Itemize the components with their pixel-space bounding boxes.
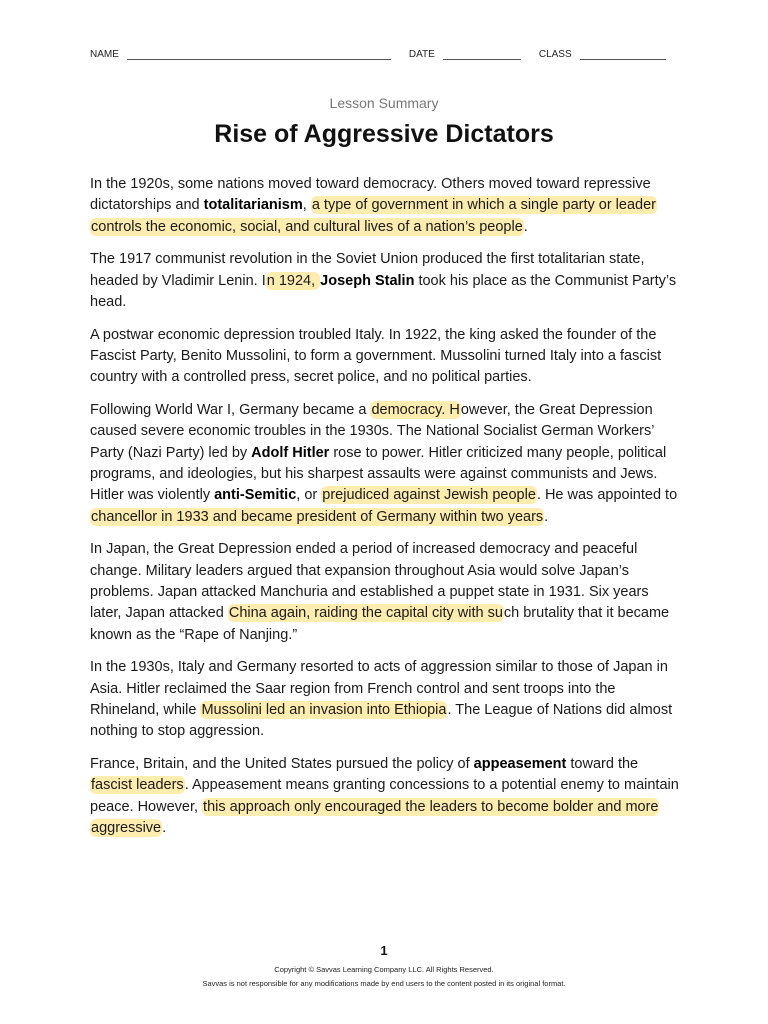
text-run: toward the (566, 756, 639, 773)
page-number: 1 (380, 943, 388, 958)
bold-term: Adolf Hitler (251, 444, 330, 461)
disclaimer-notice: Savvas is not responsible for any modifications made by end users to the content posted in its original format. (202, 979, 566, 988)
text-run: ch brutality that it became known as the “Rape of Nanjing.” (90, 605, 670, 643)
text-run: . (544, 508, 549, 525)
lesson-summary-subtitle: Lesson Summary (329, 95, 439, 111)
paragraph-6 (90, 657, 680, 742)
paragraph-3 (90, 325, 680, 389)
highlighted-text: fascist leaders (91, 777, 184, 794)
copyright-notice: Copyright © Savvas Learning Company LLC. All Rights Reserved. (274, 965, 494, 974)
text-run: . (162, 820, 167, 837)
text-run: A postwar economic depression troubled Italy. In 1922, the king asked the founder of the Fascist Party, Benito Mussolini, to form a government. Mussolini turned Italy into a fascist country with a controlled press, secret police, and no political parties. (90, 326, 662, 386)
text-run: In Japan, the Great Depression ended a period of increased democracy and peaceful change. Military leaders argued that expansion throughout Asia would solve Japan’s problems. Japan attacked Manchuria and established a puppet state in 1931. Six years later, Japan attacked (90, 541, 649, 622)
text-run: . He was appointed to (536, 487, 678, 504)
bold-term: appeasement (473, 756, 567, 773)
highlighted-text: prejudiced against Jewish people (322, 487, 536, 504)
highlighted-text: this approach only encouraged the leaders to become bolder and more aggressive (91, 798, 659, 837)
bold-term: Joseph Stalin (320, 272, 415, 289)
text-run: . (523, 218, 528, 235)
date-label: DATE (408, 49, 435, 60)
highlighted-text: Mussolini led an invasion into Ethiopia (201, 702, 447, 719)
name-blank-line[interactable] (127, 48, 391, 60)
page-title: Rise of Aggressive Dictators (214, 120, 554, 148)
text-run: Following World War I, Germany became a (90, 402, 371, 419)
student-info-header (90, 44, 668, 60)
class-blank-line[interactable] (580, 48, 666, 60)
paragraph-7 (90, 754, 680, 839)
highlighted-text: n 1924, (266, 272, 320, 289)
paragraph-5 (90, 539, 680, 645)
text-run: . The League of Nations did almost nothing to stop aggression. (90, 702, 673, 740)
lesson-body (90, 174, 680, 851)
paragraph-2 (90, 249, 680, 313)
paragraph-1 (90, 174, 680, 238)
highlighted-text: a type of government in which a single party or leader controls the economic, social, and cultural lives of a nation’s people (91, 197, 656, 235)
text-run: took his place as the Communist Party’s head. (90, 272, 677, 310)
text-run: In the 1930s, Italy and Germany resorted to acts of aggression similar to those of Japan in Asia. Hitler reclaimed the Saar region from French control and sent troops into the Rhineland, while (90, 659, 668, 719)
bold-term: anti-Semitic (214, 487, 297, 504)
date-blank-line[interactable] (443, 48, 521, 60)
text-run: France, Britain, and the United States pursued the policy of (90, 756, 474, 773)
highlighted-text: chancellor in 1933 and became president of Germany within two years (91, 508, 544, 525)
text-run: owever, the Great Depression caused severe economic troubles in the 1930s. The National Socialist German Workers’ Party (Nazi Party) led by (90, 402, 654, 461)
text-run: . Appeasement means granting concessions to a potential enemy to maintain peace. However, (90, 777, 679, 815)
text-run: The 1917 communist revolution in the Soviet Union produced the first totalitarian state, headed by Vladimir Lenin. I (90, 251, 645, 289)
highlighted-text: China again, raiding the capital city with su (228, 605, 503, 622)
bold-term: totalitarianism (203, 197, 303, 214)
paragraph-4 (90, 400, 680, 528)
class-label: CLASS (538, 49, 572, 60)
text-run: In the 1920s, some nations moved toward democracy. Others moved toward repressive dictatorships and (90, 176, 651, 214)
text-run: rose to power. Hitler criticized many people, political programs, and ideologies, but his sharpest assaults were against communists and Jews. Hitler was violently (90, 444, 667, 504)
name-label: NAME (90, 49, 119, 60)
highlighted-text: democracy. H (371, 402, 460, 419)
text-run: , or (296, 487, 322, 504)
text-run: , (302, 197, 311, 214)
